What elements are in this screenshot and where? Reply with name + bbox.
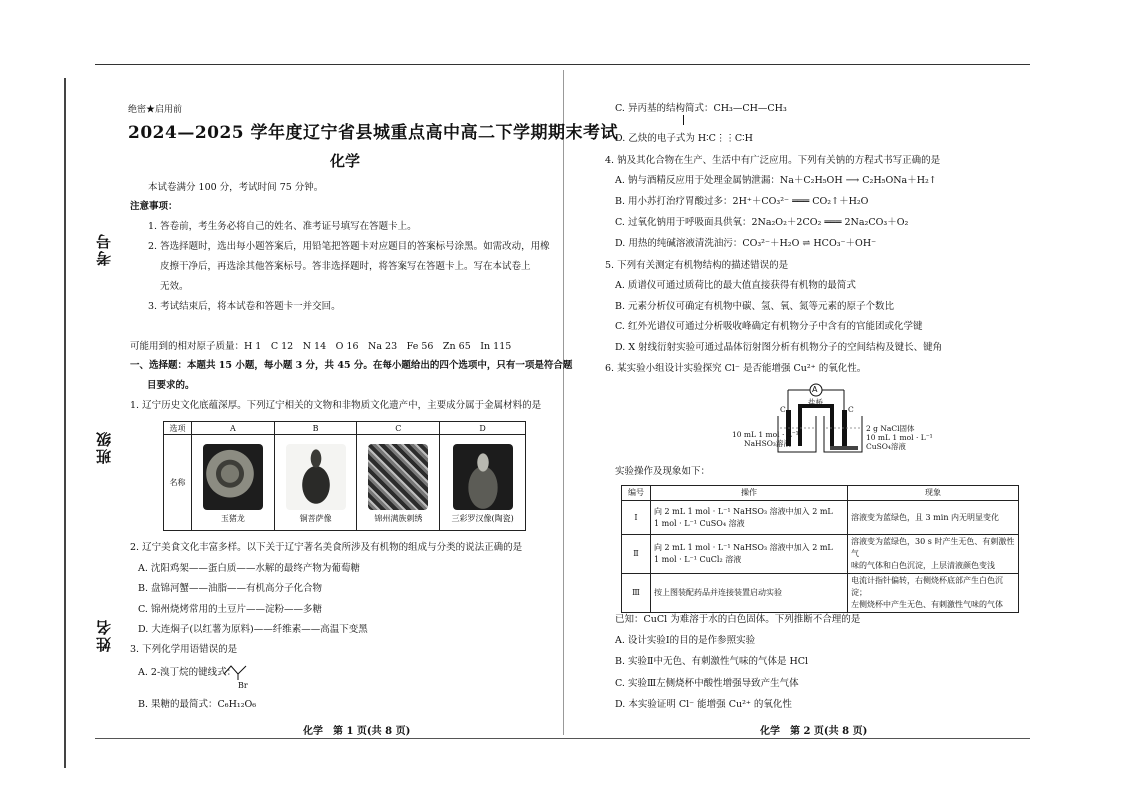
row-observation — [848, 574, 1019, 613]
table-header: 选项 — [164, 422, 192, 435]
q4-option-c: C. 过氧化钠用于呼吸面具供氧：2Na₂O₂＋2CO₂ ═══ 2Na₂CO₃＋O₂ — [615, 217, 909, 228]
q3-option-d: D. 乙炔的电子式为 H∶C⋮⋮C∶H — [615, 133, 753, 144]
table-row — [622, 501, 1019, 535]
table-row — [622, 574, 1019, 613]
salt-bridge-label: 盐桥 — [808, 398, 823, 407]
left-solution-label: 10 mL 1 mol · L⁻¹ — [732, 430, 799, 439]
electrode-label-left: C — [780, 405, 786, 414]
manchu-embroidery-image — [368, 444, 428, 510]
row-label: 名称 — [164, 435, 192, 531]
q6-table — [621, 485, 1019, 613]
table-header: D — [440, 422, 526, 435]
q4-option-d: D. 用热的纯碱溶液清洗油污：CO₃²⁻＋H₂O ⇌ HCO₃⁻＋OH⁻ — [615, 238, 877, 249]
table-header: 操作 — [651, 486, 848, 501]
note-line: 无效。 — [160, 281, 189, 292]
q5-option-d: D. X 射线衍射实验可通过晶体衍射图分析有机物分子的空间结构及键长、键角 — [615, 342, 943, 353]
q4-option-a: A. 钠与酒精反应用于处理金属钠泄漏：Na＋C₂H₅OH ⟶ C₂H₅ONa＋H₂↑ — [615, 175, 937, 186]
known-condition: 已知：CuCl 为难溶于水的白色固体。下列推断不合理的是 — [615, 614, 861, 625]
note-line: 1. 答卷前，考生务必将自己的姓名、准考证号填写在答题卡上。 — [148, 221, 417, 232]
option-name: 玉猪龙 — [220, 514, 245, 523]
observation-line: 电流计指针偏转，右侧烧杯底部产生白色沉淀； — [851, 576, 1003, 597]
footer-page-1: 化学 第 1 页(共 8 页) — [303, 726, 411, 737]
atomic-masses: 可能用到的相对原子质量：H 1 C 12 N 14 O 16 Na 23 Fe 56 Zn 65 In 115 — [130, 341, 512, 352]
question-4: 4. 钠及其化合物在生产、生活中有广泛应用。下列有关钠的方程式书写正确的是 — [605, 155, 941, 166]
question-1: 1. 辽宁历史文化底蕴深厚。下列辽宁相关的文物和非物质文化遗产中，主要成分属于金属材料的是 — [130, 400, 542, 411]
row-operation — [651, 501, 848, 535]
right-solution-label: 10 mL 1 mol · L⁻¹ — [866, 433, 933, 442]
option-name: 锦州满族刺绣 — [374, 514, 423, 523]
option-name: 铜菩萨像 — [299, 514, 332, 523]
option-cell-d — [440, 435, 526, 531]
row-operation — [651, 535, 848, 574]
procedure-intro: 实验操作及现象如下： — [615, 466, 711, 477]
secret-mark: 绝密★启用前 — [128, 105, 183, 115]
q3-option-a: A. 2-溴丁烷的键线式： — [138, 667, 237, 678]
side-label-class: 班级 — [95, 430, 113, 464]
operation-line: 1 mol · L⁻¹ CuCl₂ 溶液 — [654, 555, 742, 564]
operation-line: 1 mol · L⁻¹ CuSO₄ 溶液 — [654, 518, 745, 528]
q4-option-b: B. 用小苏打治疗胃酸过多：2H⁺＋CO₃²⁻ ═══ CO₂↑＋H₂O — [615, 196, 869, 207]
observation-line: 味的气体和白色沉淀，上层清液颜色变浅 — [851, 561, 995, 570]
table-row — [622, 535, 1019, 574]
right-solution-label: CuSO₄溶液 — [866, 442, 906, 451]
q5-option-b: B. 元素分析仪可确定有机物中碳、氢、氧、氮等元素的原子个数比 — [615, 301, 895, 312]
subject-title: 化学 — [330, 152, 361, 170]
question-6: 6. 某实验小组设计实验探究 Cl⁻ 是否能增强 Cu²⁺ 的氧化性。 — [605, 363, 867, 374]
q3-option-b: B. 果糖的最简式：C₆H₁₂O₆ — [138, 699, 257, 710]
side-label-name: 姓名 — [95, 618, 113, 652]
jade-pig-dragon-image — [203, 444, 263, 510]
option-cell-c — [357, 435, 440, 531]
top-rule — [95, 64, 1030, 65]
question-2: 2. 辽宁美食文化丰富多样。以下关于辽宁著名美食所涉及有机物的组成与分类的说法正确的是 — [130, 542, 523, 553]
binding-line — [64, 78, 66, 768]
note-line: 皮擦干净后，再选涂其他答案标号。答非选择题时，将答案写在答题卡上。写在本试卷上 — [160, 261, 531, 272]
arhat-statue-image — [453, 444, 513, 510]
bromine-label: Br — [238, 681, 248, 690]
q3-option-c: C. 异丙基的结构简式：CH₃—CH—CH₃ — [615, 103, 787, 114]
q6-option-a: A. 设计实验Ⅰ的目的是作参照实验 — [615, 635, 756, 646]
ammeter-label: A — [812, 385, 818, 394]
bronze-bodhisattva-image — [286, 444, 346, 510]
q5-option-c: C. 红外光谱仪可通过分析吸收峰确定有机物分子中含有的官能团或化学键 — [615, 321, 923, 332]
table-header: 编号 — [622, 486, 651, 501]
q2-option-c: C. 锦州烧烤常用的土豆片——淀粉——多糖 — [138, 604, 322, 615]
operation-line: 按上图装配药品并连接装置启动实验 — [654, 588, 782, 597]
row-observation — [848, 501, 1019, 535]
notes-title: 注意事项： — [130, 201, 178, 212]
table-header: 现象 — [848, 486, 1019, 501]
operation-line: 向 2 mL 1 mol · L⁻¹ NaHSO₃ 溶液中加入 2 mL — [654, 543, 833, 552]
row-number: Ⅲ — [622, 574, 651, 613]
row-number: Ⅱ — [622, 535, 651, 574]
option-name: 三彩罗汉像(陶瓷) — [451, 514, 514, 523]
observation-line: 溶液变为蓝绿色，且 3 min 内无明显变化 — [851, 512, 1000, 522]
table-header: B — [274, 422, 357, 435]
table-header: C — [357, 422, 440, 435]
row-observation — [848, 535, 1019, 574]
q1-table — [163, 421, 526, 531]
q2-option-d: D. 大连焖子(以红薯为原料)——纤维素——高温下变黑 — [138, 624, 368, 635]
observation-line: 左侧烧杯中产生无色、有刺激性气味的气体 — [851, 600, 1003, 609]
page-divider — [563, 70, 564, 735]
bottom-rule — [95, 738, 1030, 739]
left-solution-label: NaHSO₃溶液 — [744, 439, 791, 448]
section-heading: 一、选择题：本题共 15 小题，每小题 3 分，共 45 分。在每小题给出的四个选项中，只有一项是符合题 — [130, 360, 573, 371]
row-number: Ⅰ — [622, 501, 651, 535]
operation-line: 向 2 mL 1 mol · L⁻¹ NaHSO₃ 溶液中加入 2 mL — [654, 506, 833, 516]
note-line: 3. 考试结束后，将本试卷和答题卡一并交回。 — [148, 301, 341, 312]
row-operation — [651, 574, 848, 613]
q6-option-d: D. 本实验证明 Cl⁻ 能增强 Cu²⁺ 的氧化性 — [615, 699, 792, 710]
bond-line-structure-icon — [222, 660, 252, 682]
section-heading-cont: 目要求的。 — [147, 380, 195, 391]
option-cell-a — [192, 435, 275, 531]
electrode-label-right: C — [848, 405, 854, 414]
q6-option-c: C. 实验Ⅲ左侧烧杯中酸性增强导致产生气体 — [615, 678, 799, 689]
question-3: 3. 下列化学用语错误的是 — [130, 644, 238, 655]
q2-option-b: B. 盘锦河蟹——油脂——有机高分子化合物 — [138, 583, 323, 594]
observation-line: 溶液变为蓝绿色，30 s 时产生无色、有刺激性气 — [851, 537, 1015, 558]
exam-title: 2024—2025 学年度辽宁省县城重点高中高二下学期期末考试 — [128, 123, 619, 143]
exam-intro: 本试卷满分 100 分，考试时间 75 分钟。 — [148, 182, 324, 193]
note-line: 2. 答选择题时，选出每小题答案后，用铅笔把答题卡对应题目的答案标号涂黑。如需改动，用橡 — [148, 241, 550, 252]
option-cell-b — [274, 435, 357, 531]
side-label-exam-no: 考号 — [95, 232, 113, 266]
q2-option-a: A. 沈阳鸡架——蛋白质——水解的最终产物为葡萄糖 — [138, 563, 360, 574]
right-solution-label: 2 g NaCl固体 — [866, 424, 915, 433]
question-5: 5. 下列有关测定有机物结构的描述错误的是 — [605, 260, 789, 271]
q6-option-b: B. 实验Ⅱ中无色、有刺激性气味的气体是 HCl — [615, 656, 809, 667]
branch-bond — [683, 115, 684, 125]
q5-option-a: A. 质谱仪可通过质荷比的最大值直接获得有机物的最简式 — [615, 280, 856, 291]
footer-page-2: 化学 第 2 页(共 8 页) — [760, 726, 868, 737]
table-header: A — [192, 422, 275, 435]
